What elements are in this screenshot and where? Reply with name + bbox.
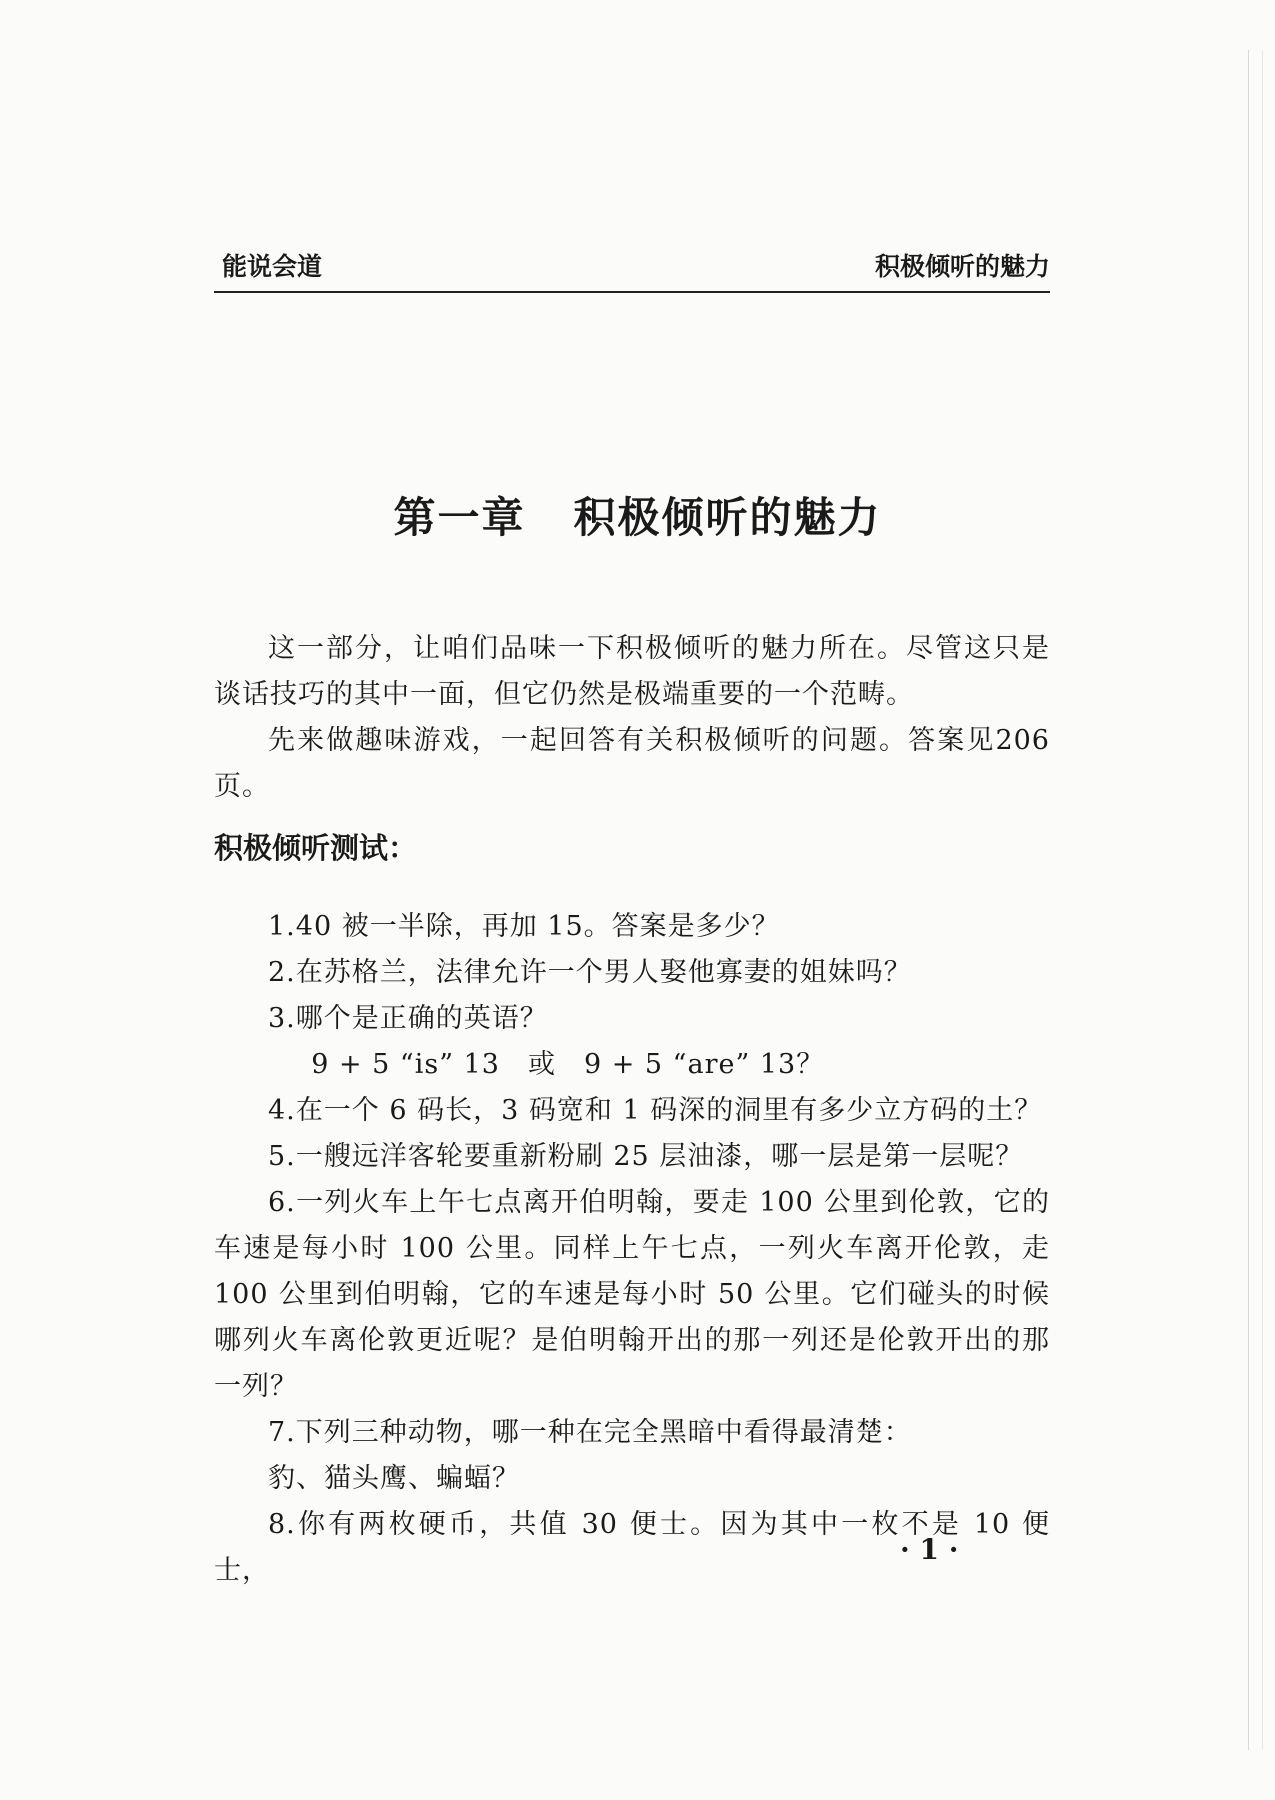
question-6: 6.一列火车上午七点离开伯明翰，要走 100 公里到伦敦，它的车速是每小时 100 公里。同样上午七点，一列火车离开伦敦，走 100 公里到伯明翰，它的车速是每小时 50 公里。它们碰头的时候哪列火车离伦敦更近呢？是伯明翰开出的那一列还是伦敦开出的那一列？ bbox=[214, 1187, 1050, 1402]
chapter-number: 第一章 bbox=[393, 493, 526, 542]
section-title: 积极倾听测试： bbox=[214, 831, 418, 865]
scan-edge-line bbox=[1248, 50, 1249, 1750]
question-3: 3.哪个是正确的英语？ bbox=[268, 1003, 548, 1034]
question-2: 2.在苏格兰，法律允许一个男人娶他寡妻的姐妹吗？ bbox=[268, 957, 912, 988]
scan-edge-line bbox=[1262, 50, 1263, 1750]
chapter-title: 积极倾听的魅力 bbox=[573, 493, 882, 542]
question-4: 4.在一个 6 码长，3 码宽和 1 码深的洞里有多少立方码的土？ bbox=[268, 1095, 1043, 1126]
header-rule bbox=[214, 291, 1050, 293]
question-1: 1.40 被一半除，再加 15。答案是多少？ bbox=[268, 911, 780, 942]
game-text: 先来做趣味游戏，一起回答有关积极倾听的问题。答案见206页。 bbox=[214, 725, 1050, 802]
chapter-heading bbox=[0, 490, 1275, 546]
question-5: 5.一艘远洋客轮要重新粉刷 25 层油漆，哪一层是第一层呢？ bbox=[268, 1141, 1024, 1172]
question-3-options: 9 + 5 “is” 13 或 9 + 5 “are” 13？ bbox=[311, 1049, 825, 1080]
question-8: 8.你有两枚硬币，共值 30 便士。因为其中一枚不是 10 便士， bbox=[214, 1509, 1050, 1586]
page-number: · 1 · bbox=[900, 1533, 959, 1566]
intro-text: 这一部分，让咱们品味一下积极倾听的魅力所在。尽管这只是谈话技巧的其中一面，但它仍然是极端重要的一个范畴。 bbox=[214, 633, 1050, 710]
intro-paragraph bbox=[214, 626, 1050, 718]
running-header-chapter-title: 积极倾听的魅力 bbox=[874, 252, 1050, 281]
running-header-book-title: 能说会道 bbox=[222, 252, 323, 281]
question-7-options: 豹、猫头鹰、蝙蝠？ bbox=[268, 1463, 520, 1494]
game-paragraph bbox=[214, 718, 1050, 810]
question-7: 7.下列三种动物，哪一种在完全黑暗中看得最清楚： bbox=[268, 1417, 912, 1448]
quiz-list bbox=[214, 904, 1050, 1594]
